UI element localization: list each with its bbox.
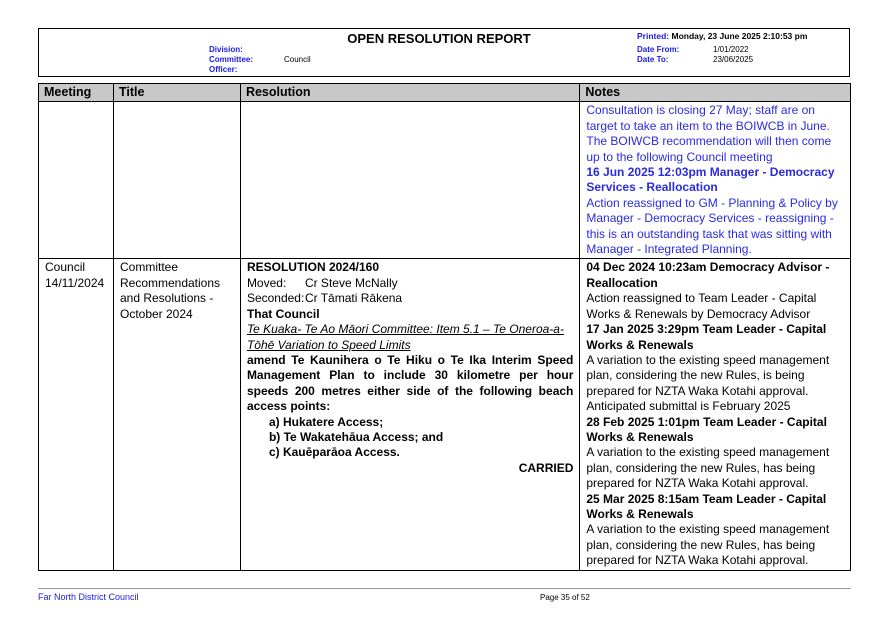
date-to-label: Date To: — [637, 55, 669, 64]
note-text: A variation to the existing speed management plan, considering the new Rules, is being prepared for NZTA Waka Kotahi approval. Anticipated submittal is February 2025 — [586, 352, 830, 414]
title-cell — [113, 102, 240, 259]
note-text: Action reassigned to Team Leader - Capital Works & Renewals by Democracy Advisor — [586, 291, 817, 321]
resolution-table — [38, 83, 851, 571]
moved-label: Moved: — [246, 275, 287, 290]
access-point: b) Te Wakatehāua Access; and — [268, 429, 444, 444]
resolution-cell — [240, 259, 579, 570]
that-council: That Council — [246, 306, 320, 321]
page-number: Page 35 of 52 — [540, 593, 590, 602]
committee-value: Council — [284, 55, 311, 64]
resolution-cell — [240, 102, 579, 259]
seconded-label: Seconded: — [246, 291, 305, 306]
footer-organisation: Far North District Council — [38, 592, 139, 602]
note-entry-heading: 16 Jun 2025 12:03pm Manager - Democracy Services - Reallocation — [586, 165, 835, 195]
note-entry-heading: 04 Dec 2024 10:23am Democracy Advisor - Reallocation — [586, 260, 830, 290]
notes-cell — [580, 259, 851, 570]
note-entry-heading: 25 Mar 2025 8:15am Team Leader - Capital Works & Renewals — [586, 491, 827, 521]
note-text: A variation to the existing speed management plan, considering the new Rules, has being prepared for NZTA Waka Kotahi approval. — [586, 445, 830, 491]
date-to-value: 23/06/2025 — [713, 55, 754, 64]
note-entry-heading: 17 Jan 2025 3:29pm Team Leader - Capital Works & Renewals — [586, 322, 827, 352]
committee-label: Committee: — [209, 55, 254, 64]
date-from-value: 1/01/2022 — [713, 45, 749, 54]
report-header — [38, 28, 850, 77]
meeting-cell: Council 14/11/2024 — [39, 259, 114, 570]
column-header-resolution: Resolution — [240, 84, 579, 102]
date-from-label: Date From: — [637, 45, 680, 54]
table-row — [39, 259, 851, 570]
date-range — [637, 45, 753, 65]
item-reference: Te Kuaka- Te Ao Māori Committee: Item 5.1 – Te Oneroa-a-Tōhē Variation to Speed Limits — [246, 322, 564, 352]
notes-cell — [580, 102, 851, 259]
table-row — [39, 102, 851, 259]
printed-stamp — [637, 31, 807, 41]
moved-value: Cr Steve McNally — [304, 275, 398, 290]
seconded-line — [247, 291, 573, 306]
carried-label: CARRIED — [518, 460, 574, 475]
seconded-value: Cr Tāmati Rākena — [304, 291, 403, 306]
meeting-cell — [39, 102, 114, 259]
table-header-row — [39, 84, 851, 102]
amend-text: amend Te Kaunihera o Te Hiku o Te Ika Interim Speed Management Plan to include 30 kilometre per hour speeds 200 metres either side of the following beach access points: — [246, 352, 574, 414]
footer-divider — [38, 588, 851, 589]
printed-value: Monday, 23 June 2025 2:10:53 pm — [671, 31, 808, 41]
column-header-title: Title — [113, 84, 240, 102]
column-header-notes: Notes — [580, 84, 851, 102]
note-text: Consultation is closing 27 May; staff are on target to take an item to the BOIWCB in June. The BOIWCB recommendation will then come up to the following Council meeting — [586, 103, 832, 164]
title-cell: Committee Recommendations and Resolutions - October 2024 — [113, 259, 240, 570]
report-title: OPEN RESOLUTION REPORT — [347, 31, 531, 46]
meta-labels — [209, 45, 253, 75]
column-header-meeting: Meeting — [39, 84, 114, 102]
note-text: Action reassigned to GM - Planning & Policy by Manager - Democracy Services - reassigning - this is an outstanding task that was sitting with Manager - Integrated Planning. — [586, 195, 838, 257]
printed-label: Printed: — [637, 31, 670, 41]
note-text: A variation to the existing speed management plan, considering the new Rules, has being prepared for NZTA Waka Kotahi approval. — [586, 522, 830, 568]
officer-label: Officer: — [209, 65, 238, 74]
access-point: c) Kauēparāoa Access. — [268, 445, 400, 460]
note-entry-heading: 28 Feb 2025 1:01pm Team Leader - Capital Works & Renewals — [586, 414, 827, 444]
access-point: a) Hukatere Access; — [268, 414, 384, 429]
moved-line — [247, 276, 573, 291]
resolution-heading: RESOLUTION 2024/160 — [246, 260, 379, 275]
division-label: Division: — [209, 45, 243, 54]
